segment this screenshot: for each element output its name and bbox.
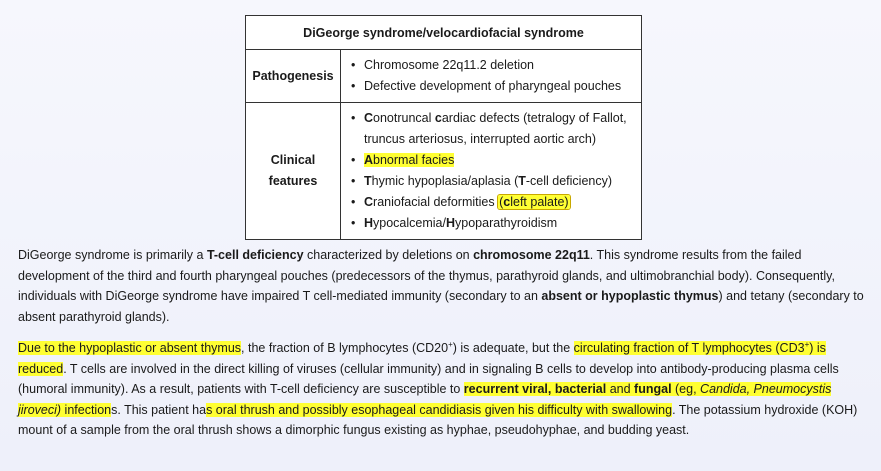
clinical-label-line2: features [268,174,318,188]
text-run: ) is adequate, but the [452,341,574,355]
highlight: Due to the hypoplastic or absent thymus [18,341,242,355]
item-text: ypocalcemia/ [373,216,446,230]
text-run: circulating fraction of T lymphocytes (CD3 [573,341,805,355]
text-run: DiGeorge syndrome is primarily a [18,248,207,262]
item-text: onotruncal [373,111,435,125]
explanation-paragraph-1 [18,245,868,327]
bold-term: fungal [634,382,672,397]
bold-term: recurrent viral, bacterial [463,382,607,397]
list-item [349,171,635,192]
superscript: + [448,339,453,349]
text-run: (eg, [671,382,701,397]
mnemonic-letter: T [364,174,372,188]
list-item [349,108,635,150]
bold-term: T-cell deficiency [206,248,304,262]
mnemonic-letter: c [503,195,511,209]
mnemonic-letter: A [364,153,374,167]
text-run: . This syndrome results from the failed development of the third and fourth pharyngeal pouches (predecessors of the thymus, parathyroid glands, and ultimobranchial body). Consequently, individuals with DiGeorge syndrome have impaired T cell-mediated immunity (secondary to an [18,248,835,304]
list-item [349,213,635,234]
item-text: ardiac defects (tetralogy of Fallot, [441,111,627,125]
item-text: hymic hypoplasia/aplasia ( [371,174,519,188]
text-run: . T cells are involved in the direct killing of viruses (cellular immunity) and in signaling B cells to develop into antibody-producing plasma cells (humoral immunity). As a result, patients with T-cell deficiency are susceptible to [18,361,839,397]
bold-term: absent or hypoplastic thymus [541,289,719,304]
mnemonic-letter: T [518,174,526,188]
list-item [349,192,635,213]
item-text: raniofacial deformities [373,195,499,209]
italic-term: Candida, Pneumocystis jiroveci) [18,382,832,417]
list-item: • Defective development of pharyngeal pouches [349,76,635,97]
text-run: ) and tetany (secondary to absent parathyroid glands). [18,289,864,324]
item-text: left palate) [510,195,569,209]
list-item: • Chromosome 22q11.2 deletion [349,55,635,76]
item-text: -cell deficiency) [525,174,613,188]
text-run: and [606,382,635,397]
list-item [349,150,635,171]
mnemonic-letter: H [364,216,374,230]
highlight: s oral thrush and possibly esophageal candidiasis given his difficulty with swallowing [206,402,673,417]
mnemonic-letter: C [364,195,374,209]
mnemonic-letter: C [364,111,374,125]
text-run: characterized by deletions on [303,248,474,262]
explanation-paragraph-2 [18,338,868,441]
text-run: infection [61,402,112,417]
text-run: s. This patient ha [111,402,207,417]
item-text: truncus arteriosus, interrupted aortic arch) [364,132,597,146]
item-text: ypoparathyroidism [455,216,558,230]
text-run: . The potassium hydroxide (KOH) mount of a sample from the oral thrush shows a dimorphic fungus existing as hyphae, pseudohyphae, and budding yeast. [18,402,858,438]
clinical-list-cell [341,103,642,240]
clinical-features-label [246,103,341,240]
highlight [364,153,454,167]
mnemonic-letter: c [434,111,442,125]
highlight [498,195,570,209]
summary-table [245,15,642,240]
bold-term: chromosome 22q11 [473,248,590,262]
mnemonic-letter: H [445,216,456,230]
paren: ( [499,195,504,209]
pathogenesis-row [246,50,642,103]
item-text: bnormal facies [373,153,455,167]
table-title: DiGeorge syndrome/velocardiofacial syndrome [246,16,642,50]
text-run: ) is reduced [18,341,826,376]
superscript: + [804,339,810,349]
pathogenesis-label: Pathogenesis [246,50,341,103]
pathogenesis-list-cell [341,50,642,103]
clinical-label-line1: Clinical [270,153,316,167]
clinical-features-row [246,103,642,240]
text-run: , the fraction of B lymphocytes (CD20 [241,341,449,355]
